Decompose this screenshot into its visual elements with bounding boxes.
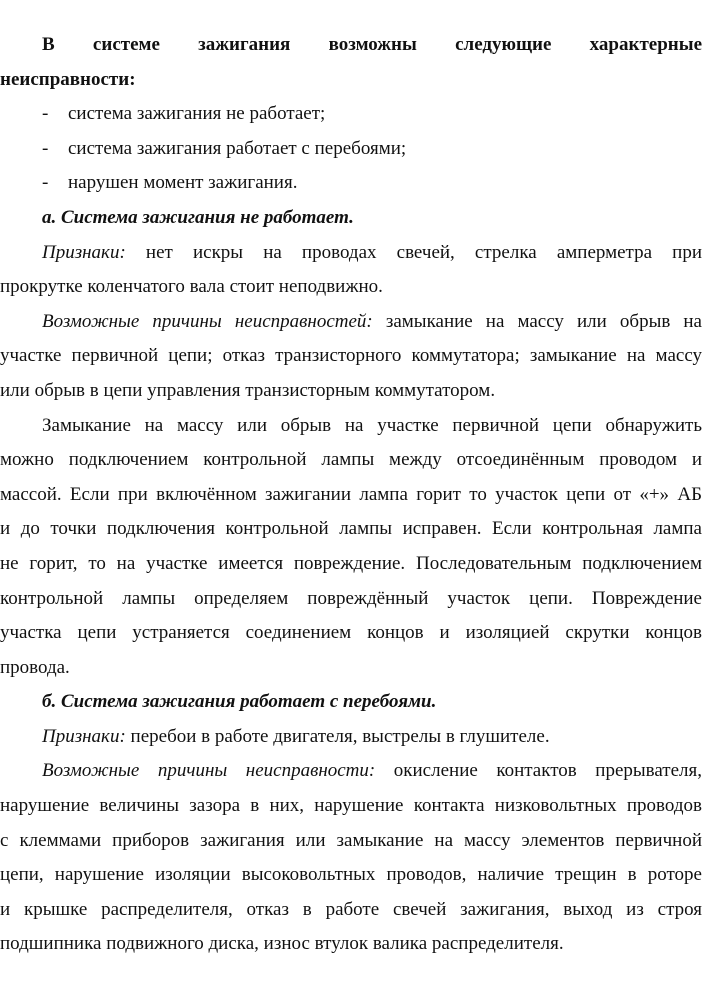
paragraph-line: участка цепи устраняется соединением концов и изоляцией скрутки концов: [0, 622, 702, 644]
paragraph-line: подшипника подвижного диска, износ втулок валика распределителя.: [0, 933, 564, 955]
bullet-marker: -: [42, 172, 49, 194]
section-a-causes-line-2: участке первичной цепи; отказ транзисторного коммутатора; замыкание на массу: [0, 345, 702, 367]
paragraph-line: контрольной лампы определяем повреждённый участок цепи. Повреждение: [0, 587, 702, 609]
paragraph-line: нарушение величины зазора в них, нарушение контакта низковольтных проводов: [0, 795, 702, 817]
bullet-marker: -: [42, 137, 49, 159]
causes-label: Возможные причины неисправностей:: [42, 310, 373, 332]
paragraph-line: с клеммами приборов зажигания или замыкание на массу элементов первичной: [0, 829, 702, 851]
paragraph-line: и крышке распределителя, отказ в работе свечей зажигания, выход из строя: [0, 898, 702, 920]
section-a-signs-line-2: прокрутке коленчатого вала стоит неподвижно.: [0, 276, 383, 298]
paragraph-line: Замыкание на массу или обрыв на участке первичной цепи обнаружить: [42, 414, 702, 436]
intro-line-1: В системе зажигания возможны следующие характерные: [42, 34, 702, 55]
signs-label: Признаки:: [42, 725, 126, 747]
section-b-signs-line: Признаки: перебои в работе двигателя, выстрелы в глушителе.: [42, 725, 550, 747]
list-item: - нарушен момент зажигания.: [0, 166, 702, 201]
section-a-signs-line-1: Признаки: нет искры на проводах свечей, стрелка амперметра при: [42, 241, 702, 263]
bullet-marker: -: [42, 103, 49, 125]
paragraph-line: цепи, нарушение изоляции высоковольтных проводов, наличие трещин в роторе: [0, 864, 702, 886]
paragraph-line: можно подключением контрольной лампы между отсоединённым проводом и: [0, 449, 702, 471]
list-item: - система зажигания работает с перебоями;: [0, 132, 702, 167]
section-a-causes-line-3: или обрыв в цепи управления транзисторным коммутатором.: [0, 379, 496, 401]
paragraph-line: провода.: [0, 656, 70, 678]
paragraph-line: и до точки подключения контрольной лампы исправен. Если контрольная лампа: [0, 518, 702, 540]
list-item: - система зажигания не работает;: [0, 97, 702, 132]
paragraph-line: не горит, то на участке имеется повреждение. Последовательным подключением: [0, 552, 702, 574]
signs-label: Признаки:: [42, 241, 126, 263]
causes-label: Возможные причины неисправности:: [42, 760, 376, 782]
section-b-causes-line-1: Возможные причины неисправности: окисление контактов прерывателя,: [42, 760, 703, 782]
paragraph-line: массой. Если при включённом зажигании лампа горит то участок цепи от «+» АБ: [0, 483, 702, 505]
document-page: [0, 28, 702, 962]
section-b-heading: б. Система зажигания работает с перебоями.: [42, 691, 437, 713]
section-a-heading: а. Система зажигания не работает.: [42, 206, 354, 228]
section-a-causes-line-1: Возможные причины неисправностей: замыкание на массу или обрыв на: [42, 310, 702, 332]
intro-line-2: неисправности:: [0, 68, 136, 90]
